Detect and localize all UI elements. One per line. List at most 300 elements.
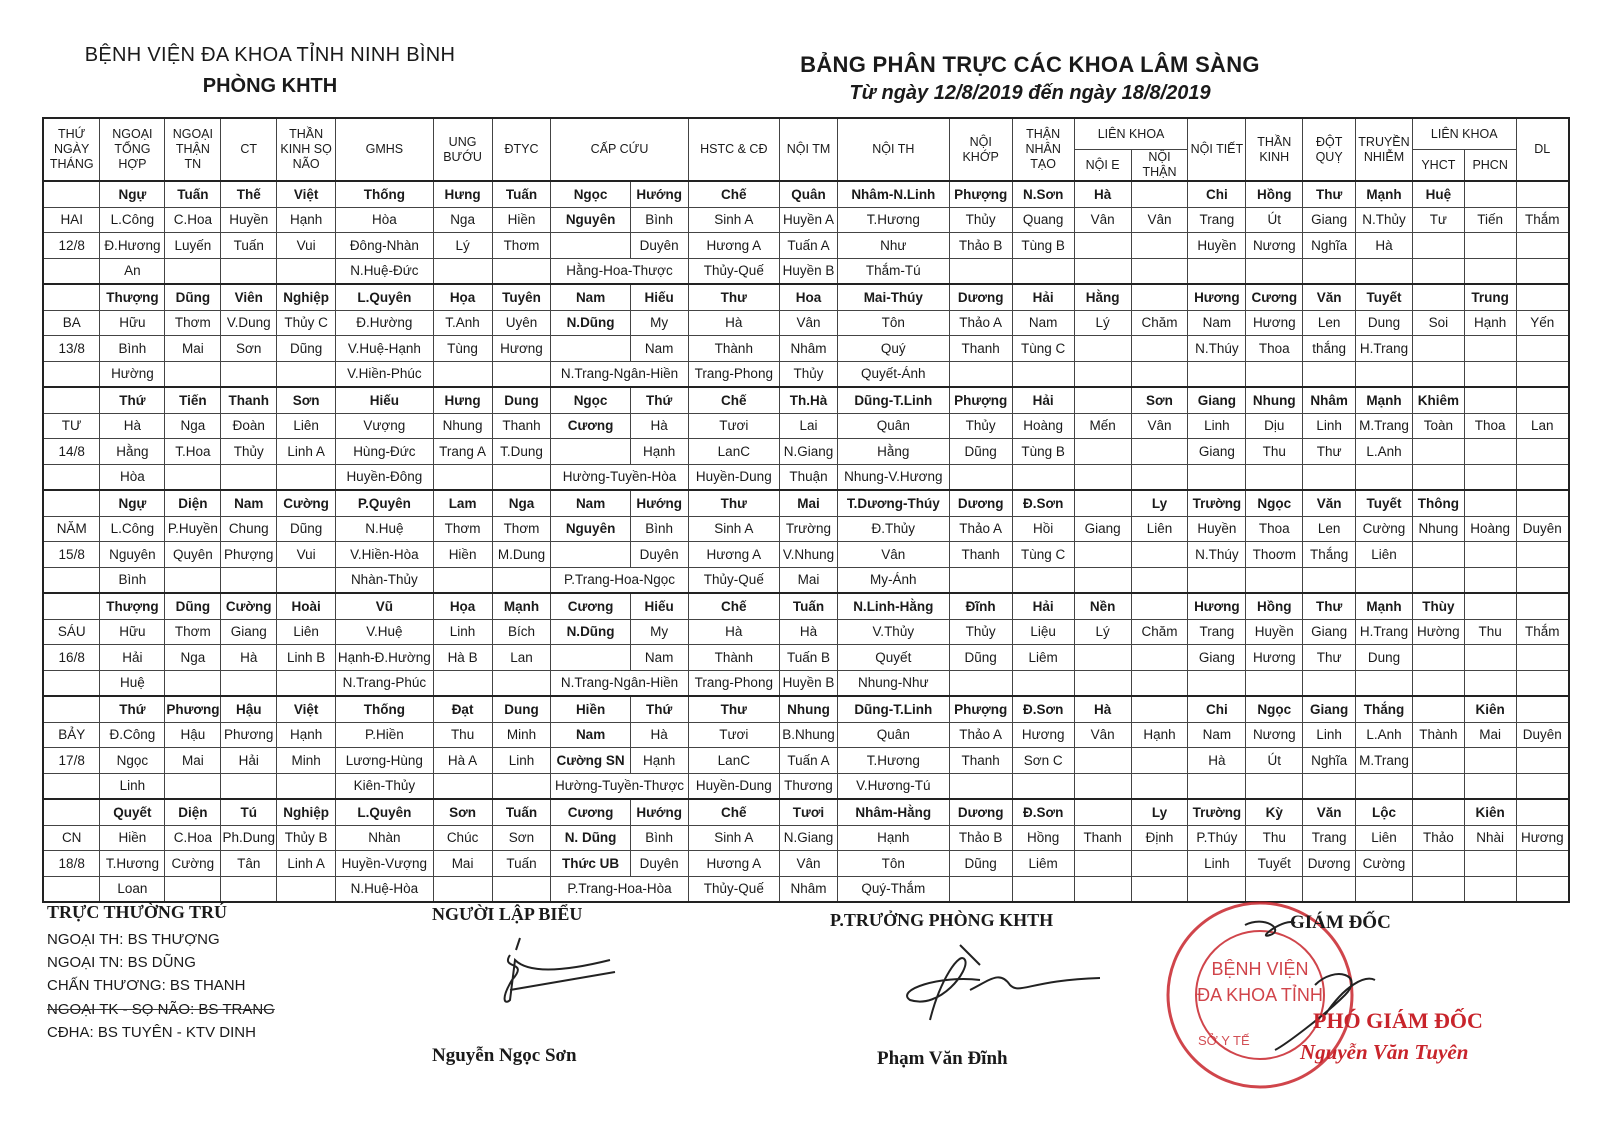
roster-cell: Đ.Sơn [1012, 799, 1074, 825]
roster-cell [277, 361, 336, 387]
roster-cell [1188, 773, 1246, 799]
day-cell: 14/8 [43, 439, 100, 465]
roster-cell [1516, 233, 1569, 259]
roster-cell [1412, 464, 1464, 490]
roster-cell: Hương A [688, 851, 779, 877]
roster-cell: Chung [221, 516, 277, 542]
roster-cell: Phương [221, 722, 277, 748]
roster-cell [1131, 336, 1188, 362]
roster-cell [1412, 567, 1464, 593]
deputy-name: Phạm Văn Đĩnh [877, 1048, 1008, 1069]
roster-cell [221, 464, 277, 490]
roster-cell [1464, 593, 1516, 619]
roster-cell: Giang [221, 619, 277, 645]
roster-cell [1131, 773, 1188, 799]
roster-cell: Hương [1012, 722, 1074, 748]
roster-cell: Hồng [1246, 181, 1303, 207]
roster-cell [1464, 773, 1516, 799]
roster-cell: Tôn [837, 851, 949, 877]
roster-cell: P.Hiền [336, 722, 434, 748]
roster-cell: N. Dũng [551, 825, 630, 851]
roster-cell: Thủy-Quế [688, 567, 779, 593]
roster-cell: Tươi [688, 413, 779, 439]
roster-cell: Tuyết [1356, 284, 1413, 310]
day-cell [43, 567, 100, 593]
roster-cell: H.Trang [1356, 619, 1413, 645]
roster-cell: Kiên [1464, 799, 1516, 825]
day-cell: 15/8 [43, 542, 100, 568]
day-cell: 18/8 [43, 851, 100, 877]
roster-cell: Thư [1303, 439, 1356, 465]
roster-cell: Th.Hà [780, 387, 838, 413]
roster-cell [551, 439, 630, 465]
roster-cell: Hạnh [1131, 722, 1188, 748]
roster-cell: Cương [551, 593, 630, 619]
roster-cell: Hạnh [630, 439, 688, 465]
roster-cell [949, 773, 1012, 799]
roster-cell: Dung [1356, 310, 1413, 336]
roster-cell: Thảo [1412, 825, 1464, 851]
roster-cell [165, 464, 221, 490]
day-cell [43, 284, 100, 310]
roster-cell: Dung [1356, 645, 1413, 671]
roster-body [43, 181, 1569, 902]
roster-cell [221, 258, 277, 284]
roster-cell: P.Huyền [165, 516, 221, 542]
roster-cell: Định [1131, 825, 1188, 851]
table-row [43, 799, 1569, 825]
day-cell: 16/8 [43, 645, 100, 671]
roster-cell: Nguyên [551, 516, 630, 542]
roster-cell: Hương [1188, 284, 1246, 310]
roster-cell: Loan [100, 876, 165, 902]
roster-cell [1464, 361, 1516, 387]
roster-cell [221, 567, 277, 593]
roster-cell [551, 542, 630, 568]
roster-cell: Tuấn [780, 593, 838, 619]
roster-cell: L.Quyên [336, 284, 434, 310]
roster-cell: Nhâm-Hằng [837, 799, 949, 825]
roster-cell: Đ.Công [100, 722, 165, 748]
roster-cell: Thảo A [949, 516, 1012, 542]
roster-cell: Thành [688, 336, 779, 362]
roster-cell: Huyền-Dung [688, 773, 779, 799]
roster-cell: Hường-Tuyền-Thược [551, 773, 688, 799]
roster-cell: Văn [1303, 799, 1356, 825]
roster-cell [1188, 567, 1246, 593]
roster-cell [1188, 464, 1246, 490]
resident-list [47, 928, 275, 1044]
roster-cell: Thủy [949, 413, 1012, 439]
roster-cell: Hạnh [277, 722, 336, 748]
roster-cell: Nhung-Như [837, 670, 949, 696]
roster-cell: N.Giang [780, 439, 838, 465]
roster-cell [1074, 748, 1131, 774]
roster-cell: Tuấn [492, 181, 551, 207]
roster-cell: M.Trang [1356, 748, 1413, 774]
roster-cell: Trường [1188, 490, 1246, 516]
roster-cell [492, 876, 551, 902]
roster-cell: T.Hương [100, 851, 165, 877]
roster-cell: Huyền [1188, 233, 1246, 259]
roster-cell: Minh [492, 722, 551, 748]
roster-cell: Đ.Hương [100, 233, 165, 259]
roster-cell: Thắm [1516, 619, 1569, 645]
roster-cell [1516, 361, 1569, 387]
roster-cell: Quý-Thắm [837, 876, 949, 902]
roster-cell: Út [1246, 748, 1303, 774]
roster-cell: thắng [1303, 336, 1356, 362]
roster-cell: Hạnh-Đ.Hường [336, 645, 434, 671]
roster-cell: Nhàn [336, 825, 434, 851]
roster-cell: Hà [1188, 748, 1246, 774]
roster-cell: Linh [1303, 413, 1356, 439]
table-row [43, 413, 1569, 439]
roster-cell: Vân [1074, 722, 1131, 748]
roster-cell: Thơm [492, 233, 551, 259]
roster-cell: Liên [1131, 516, 1188, 542]
roster-cell [1516, 258, 1569, 284]
roster-cell: Thoa [1464, 413, 1516, 439]
roster-cell [551, 645, 630, 671]
roster-cell [1464, 851, 1516, 877]
roster-cell: Quyết [100, 799, 165, 825]
roster-cell: Cường SN [551, 748, 630, 774]
roster-cell: Thủy [949, 619, 1012, 645]
roster-cell: N.Thủy [1356, 207, 1413, 233]
col-lien-khoa-1: LIÊN KHOA [1074, 118, 1188, 150]
roster-cell: Huệ [100, 670, 165, 696]
roster-cell: Lộc [1356, 799, 1413, 825]
roster-cell: Trung [1464, 284, 1516, 310]
roster-cell [1516, 670, 1569, 696]
roster-cell [1356, 876, 1413, 902]
roster-cell: N.Dũng [551, 619, 630, 645]
roster-cell: Hiền [433, 542, 492, 568]
roster-cell: Chế [688, 799, 779, 825]
roster-cell [1303, 773, 1356, 799]
day-cell [43, 593, 100, 619]
roster-cell [1012, 567, 1074, 593]
roster-cell [949, 361, 1012, 387]
roster-cell [1412, 361, 1464, 387]
roster-cell [1074, 851, 1131, 877]
roster-cell: Ngọc [551, 387, 630, 413]
roster-cell: Thắng [1303, 542, 1356, 568]
roster-cell [492, 361, 551, 387]
col-ngoai-tong-hop: NGOẠI TỔNG HỢP [100, 118, 165, 181]
roster-cell [1464, 670, 1516, 696]
roster-cell: Quân [837, 413, 949, 439]
roster-cell: Hiếu [630, 593, 688, 619]
roster-cell: Nền [1074, 593, 1131, 619]
col-dtyc: ĐTYC [492, 118, 551, 181]
roster-cell: Giang [1188, 387, 1246, 413]
roster-cell: Họa [433, 284, 492, 310]
roster-cell: Nhâm [1303, 387, 1356, 413]
roster-cell: Thuận [780, 464, 838, 490]
roster-cell [1012, 361, 1074, 387]
day-cell [43, 773, 100, 799]
roster-cell [1303, 361, 1356, 387]
roster-cell [1131, 851, 1188, 877]
roster-cell: Tuyết [1356, 490, 1413, 516]
roster-cell: N.Giang [780, 825, 838, 851]
roster-cell [1516, 696, 1569, 722]
roster-cell: Thành [1412, 722, 1464, 748]
roster-cell: Nhài [1464, 825, 1516, 851]
roster-cell: Lam [433, 490, 492, 516]
preparer-name: Nguyễn Ngọc Sơn [432, 1045, 577, 1066]
roster-cell: Hiếu [336, 387, 434, 413]
col-cap-cuu: CẤP CỨU [551, 118, 688, 181]
roster-cell: Nhung [1246, 387, 1303, 413]
roster-cell: Chăm [1131, 619, 1188, 645]
roster-cell [551, 336, 630, 362]
roster-cell [277, 876, 336, 902]
roster-cell: Thơm [165, 310, 221, 336]
roster-cell: Vân [780, 851, 838, 877]
roster-cell: Thủy-Quế [688, 258, 779, 284]
roster-cell: Đông-Nhàn [336, 233, 434, 259]
roster-cell: T.Dung [492, 439, 551, 465]
roster-cell [1131, 593, 1188, 619]
roster-cell: Tiến [1464, 207, 1516, 233]
roster-cell: Tuấn [221, 233, 277, 259]
roster-cell [277, 258, 336, 284]
roster-cell: Liên [277, 413, 336, 439]
roster-cell: Hạnh [837, 825, 949, 851]
roster-cell: Thanh [949, 542, 1012, 568]
roster-cell [1188, 258, 1246, 284]
roster-cell: Diện [165, 490, 221, 516]
roster-cell: Thảo B [949, 233, 1012, 259]
roster-cell: Hà [630, 413, 688, 439]
roster-cell: Duyên [630, 233, 688, 259]
roster-cell: Huyền [1246, 619, 1303, 645]
deputy-title: P.TRƯỞNG PHÒNG KHTH [830, 910, 1054, 930]
roster-cell: Hoàng [1464, 516, 1516, 542]
roster-cell: Tuyên [492, 284, 551, 310]
roster-cell [949, 670, 1012, 696]
roster-cell: Thảo A [949, 310, 1012, 336]
roster-cell [1131, 645, 1188, 671]
roster-cell: Phượng [221, 542, 277, 568]
roster-cell: V.Thủy [837, 619, 949, 645]
roster-cell: Kỳ [1246, 799, 1303, 825]
roster-cell: Hòa [100, 464, 165, 490]
roster-cell: Chúc [433, 825, 492, 851]
roster-cell [1412, 876, 1464, 902]
roster-cell: Minh [277, 748, 336, 774]
roster-cell: Thơm [492, 516, 551, 542]
roster-cell: N.Linh-Hằng [837, 593, 949, 619]
roster-cell [1516, 542, 1569, 568]
roster-cell: N.Dũng [551, 310, 630, 336]
roster-cell: T.Dương-Thúy [837, 490, 949, 516]
roster-cell: Hồi [1012, 516, 1074, 542]
roster-cell: Hằng [837, 439, 949, 465]
day-cell [43, 258, 100, 284]
roster-cell [1412, 336, 1464, 362]
roster-cell [492, 567, 551, 593]
roster-cell: Mạnh [492, 593, 551, 619]
roster-cell: Mai-Thúy [837, 284, 949, 310]
roster-cell: Giang [1074, 516, 1131, 542]
roster-cell: Sinh A [688, 516, 779, 542]
roster-cell: Thủy-Quế [688, 876, 779, 902]
roster-cell: Thức UB [551, 851, 630, 877]
roster-cell: Thư [1303, 181, 1356, 207]
roster-cell: Ngự [100, 181, 165, 207]
table-row [43, 851, 1569, 877]
resident-line: NGOẠI TK - SỌ NÃO: BS TRANG [47, 1000, 275, 1018]
roster-cell: Hiếu [630, 284, 688, 310]
roster-cell [1131, 439, 1188, 465]
day-cell: 12/8 [43, 233, 100, 259]
day-cell [43, 696, 100, 722]
col-noi-tm: NỘI TM [780, 118, 838, 181]
roster-cell [1074, 876, 1131, 902]
roster-cell: My [630, 310, 688, 336]
roster-cell: Nguyên [100, 542, 165, 568]
table-row [43, 490, 1569, 516]
roster-cell [1303, 464, 1356, 490]
roster-cell [433, 258, 492, 284]
roster-cell: H.Trang [1356, 336, 1413, 362]
roster-cell: Linh A [277, 439, 336, 465]
table-row [43, 439, 1569, 465]
roster-cell: Thanh [949, 748, 1012, 774]
roster-cell: B.Nhung [780, 722, 838, 748]
roster-cell: Đạt [433, 696, 492, 722]
roster-cell: Quân [837, 722, 949, 748]
roster-cell: Hương [1246, 310, 1303, 336]
roster-cell: Thứ [630, 696, 688, 722]
roster-cell: Thanh [221, 387, 277, 413]
roster-cell: Linh [100, 773, 165, 799]
roster-cell: Chi [1188, 181, 1246, 207]
roster-cell: Tùng B [1012, 439, 1074, 465]
roster-cell: Liệu [1012, 619, 1074, 645]
col-than-kinh-2: THẦN KINH [1246, 118, 1303, 181]
roster-cell: Trang-Phong [688, 670, 779, 696]
roster-cell: Phượng [949, 696, 1012, 722]
roster-cell [1012, 670, 1074, 696]
roster-cell [1516, 567, 1569, 593]
roster-cell [433, 361, 492, 387]
day-cell: BẢY [43, 722, 100, 748]
roster-cell [1303, 670, 1356, 696]
roster-cell: Dũng [949, 851, 1012, 877]
roster-cell [1516, 464, 1569, 490]
roster-cell: Hà [630, 722, 688, 748]
roster-cell: Chế [688, 387, 779, 413]
col-noi-tiet: NỘI TIẾT [1188, 118, 1246, 181]
roster-cell: Thắng [1356, 696, 1413, 722]
roster-cell: N.Thúy [1188, 336, 1246, 362]
roster-cell: Hoài [277, 593, 336, 619]
col-yhct: YHCT [1412, 150, 1464, 182]
roster-cell [1516, 387, 1569, 413]
roster-cell [1131, 181, 1188, 207]
roster-cell [1464, 336, 1516, 362]
roster-cell [165, 773, 221, 799]
roster-cell: Dương [949, 284, 1012, 310]
roster-cell [1074, 361, 1131, 387]
roster-cell: Cương [1246, 284, 1303, 310]
roster-cell: Tuấn A [780, 748, 838, 774]
table-row [43, 233, 1569, 259]
roster-cell: Hải [1012, 284, 1074, 310]
roster-cell: Huyền-Vượng [336, 851, 434, 877]
roster-cell [1464, 233, 1516, 259]
roster-cell: Hà [1074, 181, 1131, 207]
roster-cell [1246, 773, 1303, 799]
roster-cell: P.Trang-Hoa-Hòa [551, 876, 688, 902]
roster-cell: Hạnh [277, 207, 336, 233]
dept-name: PHÒNG KHTH [202, 75, 338, 97]
roster-cell: Lai [780, 413, 838, 439]
roster-cell [1131, 670, 1188, 696]
roster-cell: Giang [1303, 696, 1356, 722]
col-ung-buou: UNG BƯỚU [433, 118, 492, 181]
roster-cell [1356, 670, 1413, 696]
svg-text:SỞ Y TẾ: SỞ Y TẾ [1198, 1033, 1250, 1048]
roster-cell: Thùy [1412, 593, 1464, 619]
roster-cell: Phượng [949, 181, 1012, 207]
roster-cell: Hướng [630, 181, 688, 207]
roster-cell: Dương [1303, 851, 1356, 877]
roster-cell: Chế [688, 181, 779, 207]
roster-cell: Bình [100, 567, 165, 593]
roster-cell: Đ.Thủy [837, 516, 949, 542]
roster-cell: Nhung [1412, 516, 1464, 542]
roster-cell: Thành [688, 645, 779, 671]
col-ct: CT [221, 118, 277, 181]
roster-cell [1074, 799, 1131, 825]
roster-cell [1074, 645, 1131, 671]
roster-cell: Thứ [630, 387, 688, 413]
roster-cell [1074, 670, 1131, 696]
roster-cell [1246, 567, 1303, 593]
roster-cell: Bình [630, 825, 688, 851]
svg-text:BỆNH VIỆN: BỆNH VIỆN [1211, 959, 1309, 979]
roster-cell: Nhung-V.Hương [837, 464, 949, 490]
roster-cell: Vân [1131, 207, 1188, 233]
roster-cell: Ly [1131, 490, 1188, 516]
roster-cell [1246, 670, 1303, 696]
roster-cell: Mai [165, 748, 221, 774]
roster-cell: Thu [433, 722, 492, 748]
roster-cell: Tươi [780, 799, 838, 825]
roster-cell: Nam [630, 645, 688, 671]
roster-cell: Tuấn [492, 799, 551, 825]
roster-cell: Lý [433, 233, 492, 259]
roster-cell: Thủy [949, 207, 1012, 233]
col-noi-th: NỘI TH [837, 118, 949, 181]
roster-cell: Uyên [492, 310, 551, 336]
roster-cell: Sơn [433, 799, 492, 825]
roster-cell: Thoa [1246, 336, 1303, 362]
roster-cell: N.Huệ-Đức [336, 258, 434, 284]
roster-cell: Như [837, 233, 949, 259]
roster-cell: Liên [277, 619, 336, 645]
roster-cell [1131, 361, 1188, 387]
roster-cell: Họa [433, 593, 492, 619]
roster-cell [1412, 773, 1464, 799]
roster-cell [1012, 464, 1074, 490]
